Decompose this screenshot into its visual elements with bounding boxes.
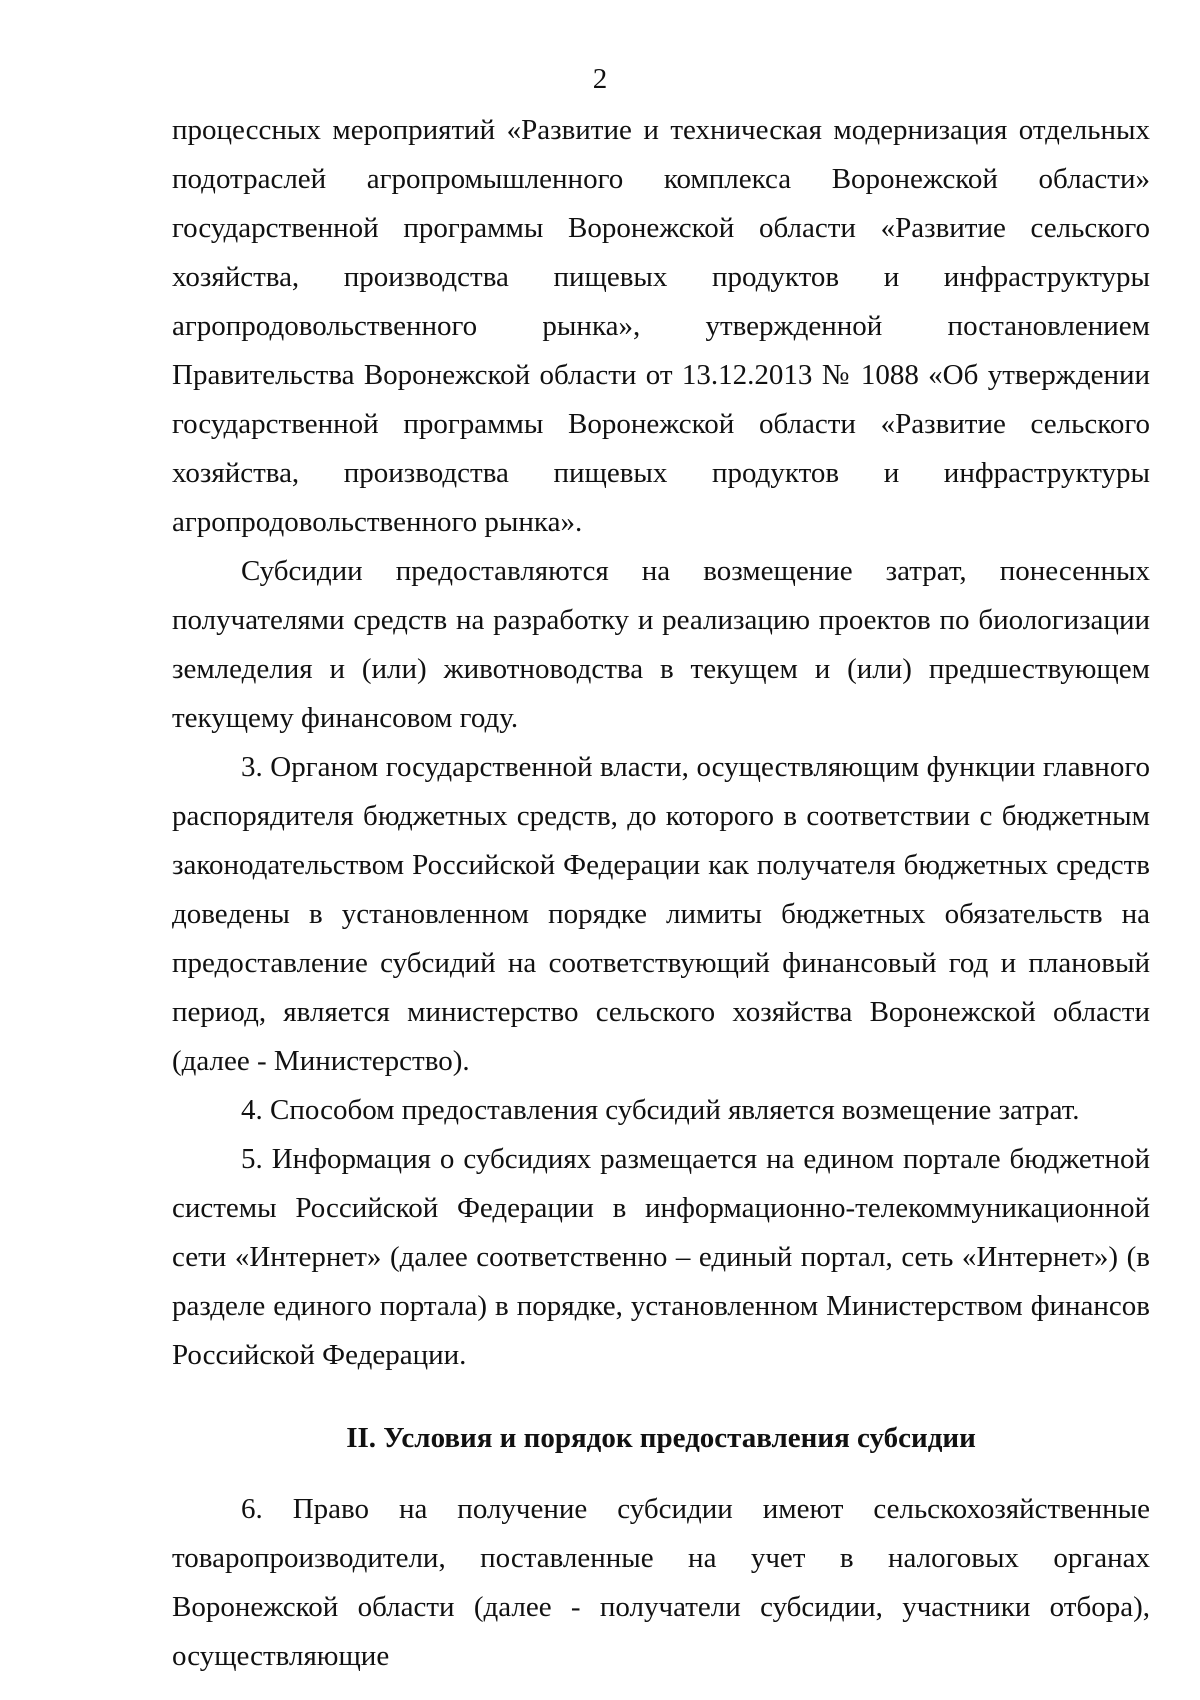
paragraph-program-reference: процессных мероприятий «Развитие и техническая модернизация отдельных подотраслей агропромышленного комплекса Воронежской области» государственной программы Воронежской области «Развитие сельского хозяйства, производства пищевых продуктов и инфраструктуры агропродовольственного рынка», утвержденной постановлением Правительства Воронежской области от 13.12.2013 № 1088 «Об утверждении государственной программы Воронежской области «Развитие сельского хозяйства, производства пищевых продуктов и инфраструктуры агропродовольственного рынка». (172, 114, 1150, 538)
document-body (172, 106, 1150, 1681)
paragraph-subsidy-purpose: Субсидии предоставляются на возмещение затрат, понесенных получателями средств на разработку и реализацию проектов по биологизации земледелия и (или) животноводства в текущем и (или) предшествующем текущему финансовом году. (172, 555, 1150, 734)
section-heading-conditions: II. Условия и порядок предоставления субсидии (346, 1422, 976, 1454)
paragraph-item-3-authority: 3. Органом государственной власти, осуществляющим функции главного распорядителя бюджетных средств, до которого в соответствии с бюджетным законодательством Российской Федерации как получателя бюджетных средств доведены в установленном порядке лимиты бюджетных обязательств на предоставление субсидий на соответствующий финансовый год и плановый период, является министерство сельского хозяйства Воронежской области (далее - Министерство). (172, 751, 1150, 1077)
paragraph-item-6-eligibility: 6. Право на получение субсидии имеют сельскохозяйственные товаропроизводители, поставленные на учет в налоговых органах Воронежской области (далее - получатели субсидии, участники отбора), осуществляющие (172, 1493, 1150, 1672)
paragraph-item-4-method: 4. Способом предоставления субсидий является возмещение затрат. (241, 1094, 1080, 1126)
paragraph-item-5-information: 5. Информация о субсидиях размещается на едином портале бюджетной системы Российской Федерации в информационно-телекоммуникационной сети «Интернет» (далее соответственно – единый портал, сеть «Интернет») (в разделе единого портала) в порядке, установленном Министерством финансов Российской Федерации. (172, 1143, 1150, 1371)
page-number: 2 (592, 63, 608, 95)
